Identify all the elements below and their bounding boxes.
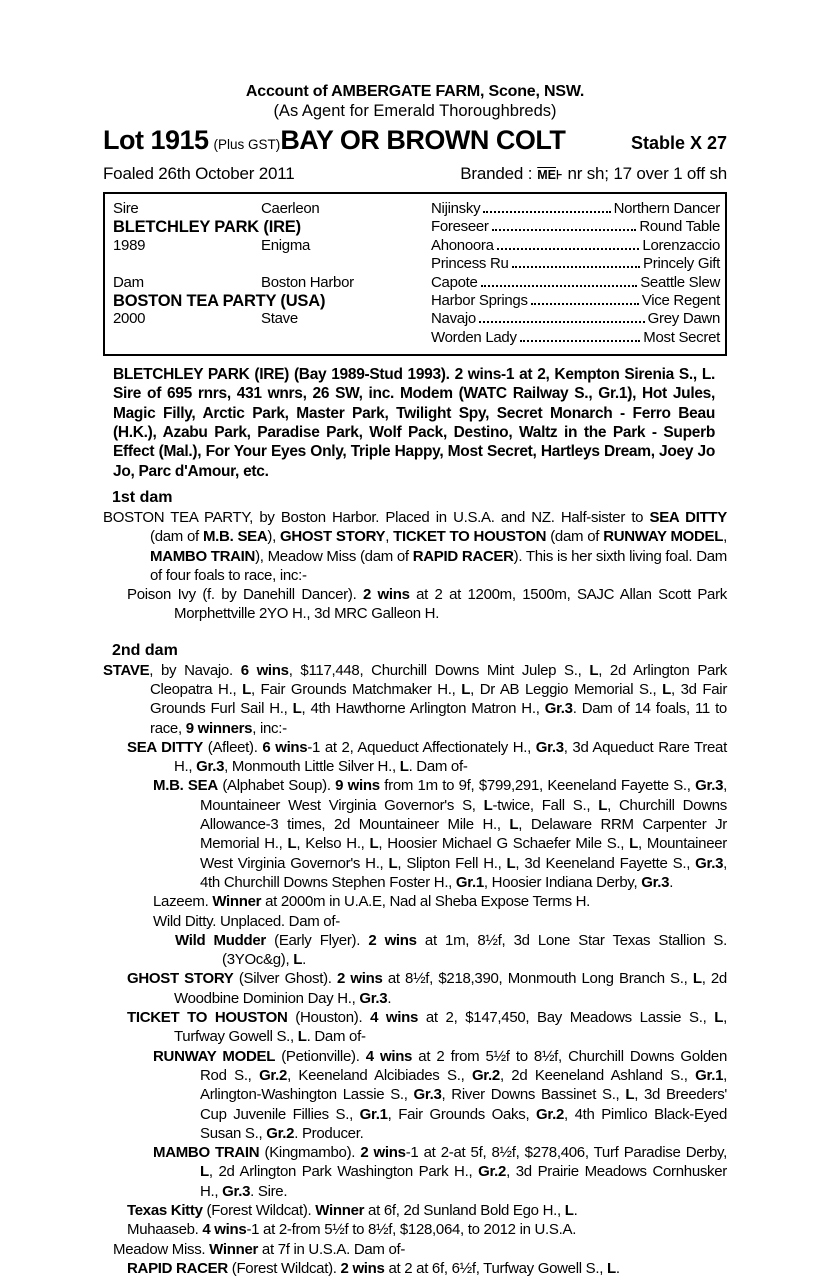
bold-text-run: L bbox=[388, 854, 398, 872]
bold-text-run: L bbox=[625, 1086, 635, 1104]
text-run: -twice, Fall S., bbox=[492, 796, 599, 814]
dot-leader bbox=[520, 340, 641, 342]
dam-section bbox=[103, 642, 727, 1278]
pedigree-gen3-row bbox=[431, 237, 720, 255]
bold-text-run: STAVE bbox=[103, 661, 150, 679]
text-run: , by Navajo. bbox=[149, 661, 241, 679]
bold-text-run: RUNWAY MODEL bbox=[153, 1047, 276, 1065]
bold-text-run: 6 wins bbox=[240, 661, 289, 679]
text-run: , 3d Prairie Meadows Cornhusker H., bbox=[200, 1163, 727, 1200]
text-run: , Kelso H., bbox=[296, 835, 370, 853]
text-run: (Petionville). bbox=[275, 1047, 366, 1065]
branded-info bbox=[460, 164, 727, 184]
bold-text-run: Gr.3 bbox=[196, 758, 225, 776]
pedigree-table bbox=[103, 192, 727, 356]
text-run: at 2 at 6f, 6½f, Turfway Gowell S., bbox=[384, 1259, 607, 1277]
text-run: -1 at 2, Aqueduct Affectionately H., bbox=[307, 738, 536, 756]
foaled-date: Foaled 26th October 2011 bbox=[103, 164, 295, 183]
text-run: -1 at 2-from 5½f to 8½f, $128,064, to 2012 in U.S.A. bbox=[246, 1221, 577, 1239]
bold-text-run: 9 winners bbox=[185, 719, 253, 737]
pedigree-paragraph bbox=[103, 912, 727, 931]
brand-mark: $\overline{ME}⊦$ bbox=[537, 168, 563, 182]
bold-text-run: TICKET TO HOUSTON bbox=[393, 528, 547, 546]
text-run: (Houston). bbox=[287, 1009, 371, 1027]
text-run: . bbox=[387, 989, 392, 1007]
bold-text-run: L bbox=[606, 1259, 616, 1277]
text-run: from 1m to 9f, $799,291, Keeneland Fayette S., bbox=[379, 777, 696, 795]
dot-leader bbox=[479, 321, 645, 323]
text-run: (Forest Wildcat). bbox=[202, 1202, 316, 1219]
pedigree-paragraph bbox=[103, 1259, 727, 1278]
text-run: , Turfway Gowell S., bbox=[174, 1009, 727, 1046]
sire-sire: Caerleon bbox=[261, 200, 320, 217]
text-run: , Fair Grounds Oaks, bbox=[387, 1105, 537, 1123]
bold-text-run: MAMBO TRAIN bbox=[150, 547, 256, 565]
bold-text-run: 6 wins bbox=[262, 738, 308, 756]
bold-text-run: L bbox=[509, 816, 519, 834]
bold-text-run: L bbox=[461, 680, 471, 698]
text-run: (Afleet). bbox=[203, 738, 263, 756]
text-run: . Dam of- bbox=[306, 1028, 366, 1046]
dot-leader bbox=[512, 266, 640, 268]
text-run: , 3d Keeneland Fayette S., bbox=[515, 854, 696, 872]
dot-leader bbox=[531, 303, 639, 305]
bold-text-run: Gr.1 bbox=[455, 873, 484, 891]
bold-text-run: Winner bbox=[209, 1240, 259, 1258]
ancestor-name: Worden Lady bbox=[431, 328, 517, 346]
bold-text-run: L bbox=[714, 1009, 724, 1027]
pedigree-paragraph bbox=[103, 969, 727, 1008]
pedigree-paragraph bbox=[103, 1143, 727, 1201]
pedigree-paragraph bbox=[103, 738, 727, 777]
ancestor-sire-name: Round Table bbox=[639, 218, 720, 236]
text-run: Wild Ditty. Unplaced. Dam of- bbox=[153, 912, 340, 930]
text-run: Poison Ivy (f. by Danehill Dancer). bbox=[127, 586, 363, 604]
bold-text-run: BLETCHLEY PARK (IRE) (Bay 1989-Stud 1993). 2 wins-1 at 2, Kempton Sirenia S., L. Sire of 695 rnrs, 431 wnrs, 26 SW, inc. Modem (WATC Railway S., Gr.1), Hot Jules, Magic Filly, Arctic Park, Master Park, Twilight Spy, Secret Monarch - Ferro Beau (H.K.), Azabu Park, Paradise Park, Wolf Pack, Destino, Waltz in the Park - Superb Effect (Mal.), For Your Eyes Only, Triple Happy, Most Secret, Hartleys Dream, Joey Jo Jo, Parc d'Amour, etc. bbox=[113, 366, 715, 480]
text-run: . bbox=[302, 951, 306, 969]
text-run: at 1m, 8½f, 3d Lone Star Texas Stallion S. (3YOc&g), bbox=[222, 931, 727, 969]
text-run: , Fair Grounds Matchmaker H., bbox=[250, 680, 462, 698]
lot-number: Lot 1915 bbox=[103, 125, 209, 155]
text-run: , 4th Pimlico Black-Eyed Susan S., bbox=[200, 1105, 727, 1142]
bold-text-run: Gr.2 bbox=[536, 1105, 565, 1123]
bold-text-run: 2 wins bbox=[362, 586, 410, 604]
pedigree-paragraph bbox=[103, 1240, 727, 1259]
text-run: BOSTON TEA PARTY, by Boston Harbor. Placed in U.S.A. and NZ. Half-sister to bbox=[103, 508, 650, 526]
gst-label: (Plus GST) bbox=[213, 137, 281, 152]
bold-text-run: MAMBO TRAIN bbox=[153, 1144, 260, 1162]
text-run: , Slipton Fell H., bbox=[397, 854, 507, 872]
bold-text-run: L bbox=[483, 796, 493, 814]
text-run: , bbox=[385, 528, 394, 546]
ancestor-name: Ahonoora bbox=[431, 236, 494, 254]
catalog-page bbox=[103, 0, 727, 1278]
text-run: . Dam of- bbox=[408, 758, 468, 776]
agent-line: (As Agent for Emerald Thoroughbreds) bbox=[273, 102, 557, 120]
bold-text-run: SEA DITTY bbox=[649, 508, 727, 526]
pedigree-paragraph bbox=[103, 1008, 727, 1047]
pedigree-gen3-row bbox=[431, 329, 720, 347]
bold-text-run: RAPID RACER bbox=[412, 547, 514, 565]
text-run: , Hoosier Michael G Schaefer Mile S., bbox=[378, 835, 630, 853]
branded-detail: nr sh; 17 over 1 off sh bbox=[567, 164, 727, 183]
bold-text-run: Gr.2 bbox=[478, 1163, 507, 1181]
pedigree-paragraph bbox=[103, 508, 727, 585]
bold-text-run: 2 wins bbox=[340, 1259, 385, 1277]
text-run: . bbox=[615, 1259, 620, 1277]
text-run: , 2d Arlington Park Cleopatra H., bbox=[150, 661, 727, 698]
bold-text-run: L bbox=[629, 835, 639, 853]
pedigree-paragraph bbox=[103, 776, 727, 892]
bold-text-run: L bbox=[242, 680, 251, 698]
dam-year: 2000 bbox=[113, 310, 146, 328]
dot-leader bbox=[497, 248, 640, 250]
sire-dam: Enigma bbox=[261, 236, 311, 254]
text-run: (dam of bbox=[150, 528, 203, 546]
text-run: , 3d Aqueduct Rare Treat H., bbox=[174, 738, 727, 776]
text-run: , Mountaineer West Virginia Governor's H., bbox=[200, 835, 727, 872]
bold-text-run: M.B. SEA bbox=[153, 777, 218, 795]
ancestor-name: Princess Ru bbox=[431, 255, 509, 273]
text-run: , Delaware RRM Carpenter Jr Memorial H., bbox=[200, 816, 727, 853]
sire-summary-paragraph bbox=[103, 365, 727, 481]
ancestor-name: Navajo bbox=[431, 310, 476, 328]
pedigree-parents bbox=[113, 200, 431, 347]
text-run: ), bbox=[267, 528, 281, 546]
pedigree-paragraph bbox=[103, 1201, 727, 1220]
bold-text-run: Gr.3 bbox=[695, 854, 724, 872]
sire-label: Sire bbox=[113, 200, 139, 217]
dam-label: Dam bbox=[113, 273, 144, 291]
bold-text-run: L bbox=[369, 835, 379, 853]
bold-text-run: 4 wins bbox=[202, 1221, 247, 1239]
bold-text-run: 4 wins bbox=[365, 1047, 413, 1065]
text-run: ). This is her sixth living foal. Dam of four foals to race, inc:- bbox=[150, 547, 727, 584]
dam-name: BOSTON TEA PARTY (USA) bbox=[113, 291, 326, 310]
text-run: ), Meadow Miss (dam of bbox=[255, 547, 413, 565]
pedigree-paragraph bbox=[103, 892, 727, 911]
text-run: , Mountaineer West Virginia Governor's S, bbox=[200, 777, 727, 814]
text-run: (dam of bbox=[546, 528, 604, 546]
ancestor-sire-name: Vice Regent bbox=[641, 291, 720, 309]
text-run: (Forest Wildcat). bbox=[227, 1259, 341, 1277]
bold-text-run: 9 wins bbox=[335, 777, 380, 795]
bold-text-run: Gr.3 bbox=[544, 700, 573, 718]
dot-leader bbox=[481, 285, 638, 287]
sire-name: BLETCHLEY PARK (IRE) bbox=[113, 218, 301, 237]
bold-text-run: Winner bbox=[212, 893, 262, 911]
dam-dam: Stave bbox=[261, 310, 298, 328]
bold-text-run: Gr.2 bbox=[259, 1066, 288, 1084]
dot-leader bbox=[492, 229, 637, 231]
ancestor-sire-name: Most Secret bbox=[643, 328, 720, 346]
bold-text-run: RAPID RACER bbox=[127, 1259, 228, 1277]
ancestor-name: Capote bbox=[431, 273, 478, 291]
text-run: (Kingmambo). bbox=[259, 1144, 361, 1162]
text-run: . Producer. bbox=[294, 1124, 364, 1142]
bold-text-run: L bbox=[589, 661, 599, 679]
bold-text-run: Wild Mudder bbox=[175, 931, 266, 949]
text-run: , River Downs Bassinet S., bbox=[441, 1086, 626, 1104]
text-run: , Monmouth Little Silver H., bbox=[224, 758, 400, 776]
ancestor-name: Harbor Springs bbox=[431, 291, 528, 309]
dam-section-heading: 2nd dam bbox=[112, 641, 178, 659]
pedigree-paragraph bbox=[103, 661, 727, 738]
bold-text-run: L bbox=[564, 1202, 574, 1219]
text-run: at 2 from 5½f to 8½f, Churchill Downs Golden Rod S., bbox=[200, 1047, 727, 1084]
bold-text-run: L bbox=[292, 700, 302, 718]
bold-text-run: GHOST STORY bbox=[280, 528, 386, 546]
bold-text-run: 4 wins bbox=[370, 1009, 419, 1027]
bold-text-run: Gr.3 bbox=[222, 1182, 251, 1200]
bold-text-run: RUNWAY MODEL bbox=[603, 528, 724, 546]
pedigree-gen3-row bbox=[431, 218, 720, 236]
text-run: . Sire. bbox=[250, 1182, 288, 1200]
bold-text-run: L bbox=[293, 951, 303, 969]
ancestor-sire-name: Princely Gift bbox=[643, 255, 720, 273]
pedigree-gen3-column bbox=[431, 200, 720, 347]
lot-line bbox=[103, 125, 727, 156]
bold-text-run: Gr.2 bbox=[471, 1066, 500, 1084]
text-run: , inc:- bbox=[252, 719, 287, 737]
pedigree-paragraph bbox=[103, 585, 727, 624]
text-run: at 2000m in U.A.E, Nad al Sheba Expose Terms H. bbox=[261, 893, 591, 911]
dam-section bbox=[103, 489, 727, 624]
text-run: , Churchill Downs Allowance-3 times, 2d Mountaineer Mile H., bbox=[200, 796, 728, 834]
stable-number: Stable X 27 bbox=[630, 133, 727, 153]
text-run: at 2 at 1200m, 1500m, SAJC Allan Scott Park Morphettville 2YO H., 3d MRC Galleon H. bbox=[174, 586, 727, 623]
text-run: , Dr AB Leggio Memorial S., bbox=[470, 680, 663, 698]
text-run: , 3d Fair Grounds Furl Sail H., bbox=[150, 680, 728, 718]
ancestor-sire-name: Lorenzaccio bbox=[642, 236, 720, 254]
bold-text-run: TICKET TO HOUSTON bbox=[127, 1009, 288, 1027]
bold-text-run: SEA DITTY bbox=[127, 738, 203, 756]
bold-text-run: Gr.3 bbox=[413, 1086, 442, 1104]
text-run: , 4th Churchill Downs Stephen Foster H., bbox=[200, 854, 728, 891]
text-run: , 2d Woodbine Dominion Day H., bbox=[174, 970, 727, 1007]
text-run: (Early Flyer). bbox=[265, 931, 369, 949]
pedigree-paragraph bbox=[103, 1047, 727, 1143]
pedigree-details bbox=[103, 489, 727, 1278]
page-title: BAY OR BROWN COLT bbox=[280, 125, 566, 155]
text-run: . bbox=[669, 873, 674, 891]
bold-text-run: Gr.3 bbox=[535, 738, 564, 756]
text-run: Meadow Miss. bbox=[113, 1240, 210, 1258]
ancestor-sire-name: Seattle Slew bbox=[640, 273, 720, 291]
pedigree-paragraph bbox=[103, 1220, 727, 1239]
sire-year: 1989 bbox=[113, 236, 146, 254]
bold-text-run: Gr.2 bbox=[266, 1124, 295, 1142]
text-run: . Dam of 14 foals, 11 to race, bbox=[150, 700, 727, 737]
bold-text-run: L bbox=[692, 970, 702, 988]
ancestor-name: Nijinsky bbox=[431, 200, 481, 217]
bold-text-run: Winner bbox=[315, 1202, 365, 1219]
text-run: Lazeem. bbox=[153, 893, 213, 911]
pedigree-gen3-row bbox=[431, 292, 720, 310]
bold-text-run: Gr.3 bbox=[695, 777, 724, 795]
pedigree-paragraph bbox=[103, 931, 727, 970]
dot-leader bbox=[483, 211, 610, 213]
bold-text-run: 2 wins bbox=[368, 931, 417, 949]
bold-text-run: GHOST STORY bbox=[127, 970, 234, 988]
bold-text-run: L bbox=[297, 1028, 307, 1046]
bold-text-run: L bbox=[287, 835, 297, 853]
text-run: , 4th Hawthorne Arlington Matron H., bbox=[301, 700, 545, 718]
account-line: Account of AMBERGATE FARM, Scone, NSW. bbox=[245, 83, 585, 100]
text-run: , $117,448, Churchill Downs Mint Julep S., bbox=[288, 661, 590, 679]
text-run: , Hoosier Indiana Derby, bbox=[483, 873, 642, 891]
text-run: , 3d Breeders' Cup Juvenile Fillies S., bbox=[200, 1086, 727, 1123]
text-run: . bbox=[573, 1202, 578, 1219]
bold-text-run: Gr.3 bbox=[641, 873, 670, 891]
bold-text-run: L bbox=[662, 680, 671, 698]
bold-text-run: Gr.1 bbox=[359, 1105, 388, 1123]
text-run: , 2d Keeneland Ashland S., bbox=[499, 1066, 696, 1084]
bold-text-run: M.B. SEA bbox=[202, 528, 268, 546]
text-run: at 6f, 2d Sunland Bold Ego H., bbox=[364, 1202, 565, 1219]
ancestor-name: Foreseer bbox=[431, 218, 489, 236]
text-run: (Silver Ghost). bbox=[233, 970, 337, 988]
dam-section-heading: 1st dam bbox=[112, 488, 173, 506]
bold-text-run: L bbox=[506, 854, 516, 872]
ancestor-sire-name: Grey Dawn bbox=[647, 310, 720, 328]
pedigree-gen3-row bbox=[431, 274, 720, 292]
text-run: at 2, $147,450, Bay Meadows Lassie S., bbox=[418, 1009, 715, 1027]
bold-text-run: Texas Kitty bbox=[127, 1202, 203, 1219]
text-run: (Alphabet Soup). bbox=[217, 777, 336, 795]
text-run: , 2d Arlington Park Washington Park H., bbox=[208, 1163, 479, 1181]
bold-text-run: L bbox=[598, 796, 608, 814]
ancestor-sire-name: Northern Dancer bbox=[613, 200, 720, 217]
pedigree-gen3-row bbox=[431, 255, 720, 273]
text-run: , Arlington-Washington Lassie S., bbox=[200, 1066, 728, 1104]
bold-text-run: Gr.1 bbox=[695, 1066, 724, 1084]
text-run: -1 at 2-at 5f, 8½f, $278,406, Turf Paradise Derby, bbox=[405, 1144, 727, 1162]
pedigree-gen3-row bbox=[431, 310, 720, 328]
foaled-line bbox=[103, 164, 727, 184]
bold-text-run: 2 wins bbox=[360, 1144, 406, 1162]
pedigree-gen3-row bbox=[431, 200, 720, 218]
text-run: at 8½f, $218,390, Monmouth Long Branch S., bbox=[382, 970, 693, 988]
text-run: , Keeneland Alcibiades S., bbox=[287, 1066, 472, 1084]
bold-text-run: L bbox=[399, 758, 409, 776]
text-run: Muhaaseb. bbox=[127, 1221, 203, 1239]
branded-label: Branded : bbox=[460, 164, 533, 183]
bold-text-run: 2 wins bbox=[336, 970, 383, 988]
text-run: , bbox=[723, 528, 727, 546]
bold-text-run: L bbox=[200, 1163, 209, 1181]
text-run: at 7f in U.S.A. Dam of- bbox=[258, 1240, 406, 1258]
bold-text-run: Gr.3 bbox=[359, 989, 388, 1007]
dam-sire: Boston Harbor bbox=[261, 273, 354, 291]
